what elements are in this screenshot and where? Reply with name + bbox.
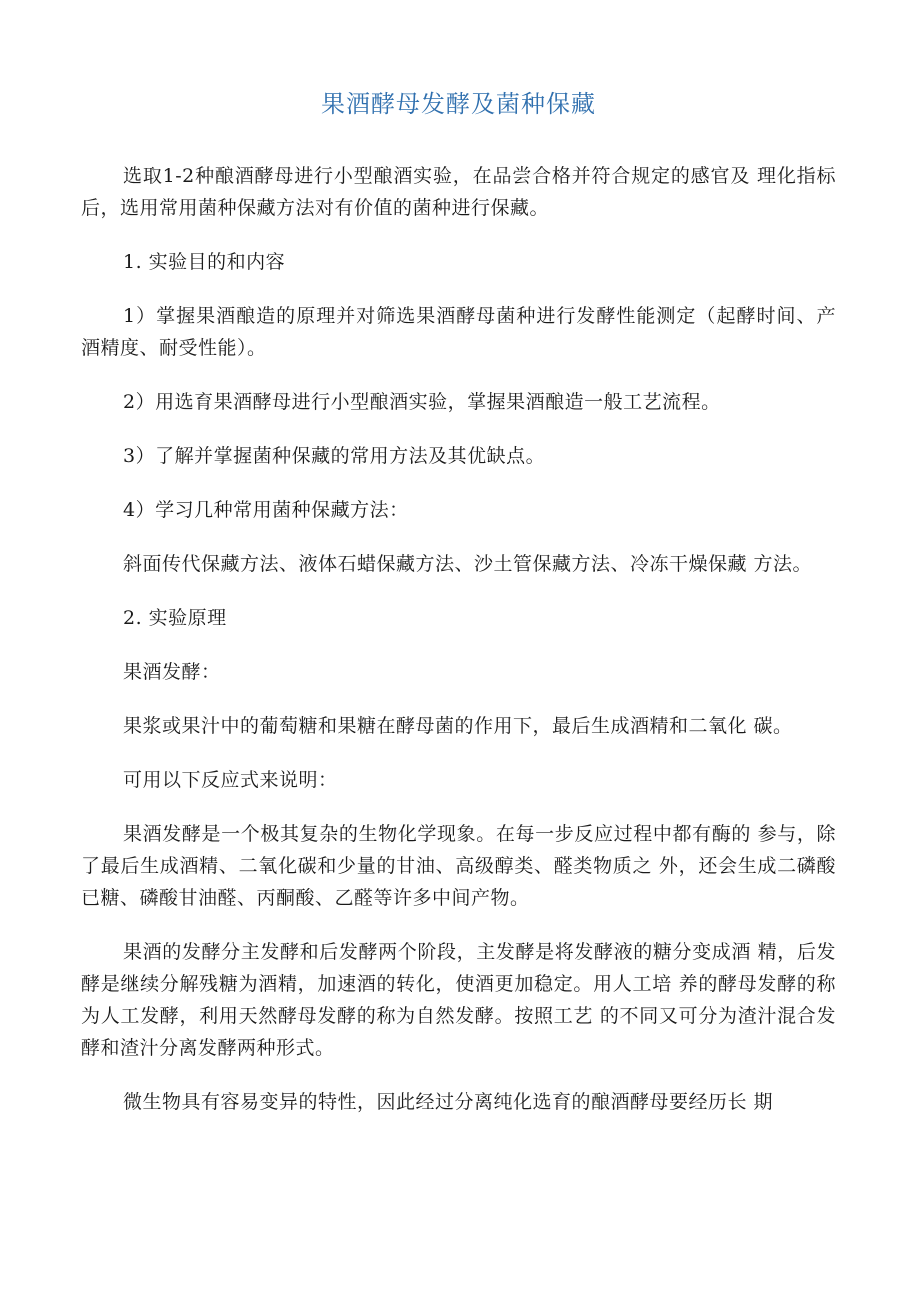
objective-item-2: 2）用选育果酒酵母进行小型酿酒实验，掌握果酒酿造一般工艺流程。 xyxy=(123,391,721,413)
reaction-intro-paragraph: 可用以下反应式来说明： xyxy=(123,769,338,791)
fermentation-paragraph: 果浆或果汁中的葡萄糖和果糖在酵母菌的作用下，最后生成酒精和二氧化 碳。 xyxy=(123,715,793,737)
section-heading-objectives: 1. 实验目的和内容 xyxy=(123,251,286,273)
intro-paragraph: 选取1-2种酿酒酵母进行小型酿酒实验，在品尝合格并符合规定的感官及 理化指标后，选用常用菌种保藏方法对有价值的菌种进行保藏。 xyxy=(81,165,836,219)
objective-item-1: 1）掌握果酒酿造的原理并对筛选果酒酵母菌种进行发酵性能测定（起酵时间、产酒精度、耐受性能）。 xyxy=(81,305,836,359)
subheading-fermentation: 果酒发酵： xyxy=(123,661,221,683)
fermentation-stages-paragraph: 果酒的发酵分主发酵和后发酵两个阶段，主发酵是将发酵液的糖分变成酒 精，后发酵是继续分解残糖为酒精，加速酒的转化，使酒更加稳定。用人工培 养的酵母发酵的称为人工发酵，利用天然酵母发酵的称为自然发酵。按照工艺 的不同又可分为渣汁混合发酵和渣汁分离发酵两种形式。 xyxy=(81,941,836,1059)
microbe-variation-paragraph: 微生物具有容易变异的特性，因此经过分离纯化选育的酿酒酵母要经历长 期 xyxy=(123,1091,774,1113)
preservation-methods-list: 斜面传代保藏方法、液体石蜡保藏方法、沙土管保藏方法、冷冻干燥保藏 方法。 xyxy=(123,553,813,575)
objective-item-3: 3）了解并掌握菌种保藏的常用方法及其优缺点。 xyxy=(123,445,546,467)
section-heading-principle: 2. 实验原理 xyxy=(123,607,227,629)
document-title: 果酒酵母发酵及菌种保藏 xyxy=(321,90,596,118)
objective-item-4: 4）学习几种常用菌种保藏方法： xyxy=(123,499,409,521)
biochemistry-paragraph: 果酒发酵是一个极其复杂的生物化学现象。在每一步反应过程中都有酶的 参与，除了最后生成酒精、二氧化碳和少量的甘油、高级醇类、醛类物质之 外，还会生成二磷酸已糖、磷酸甘油醛、丙酮酸、乙醛等许多中间产物。 xyxy=(81,823,836,909)
